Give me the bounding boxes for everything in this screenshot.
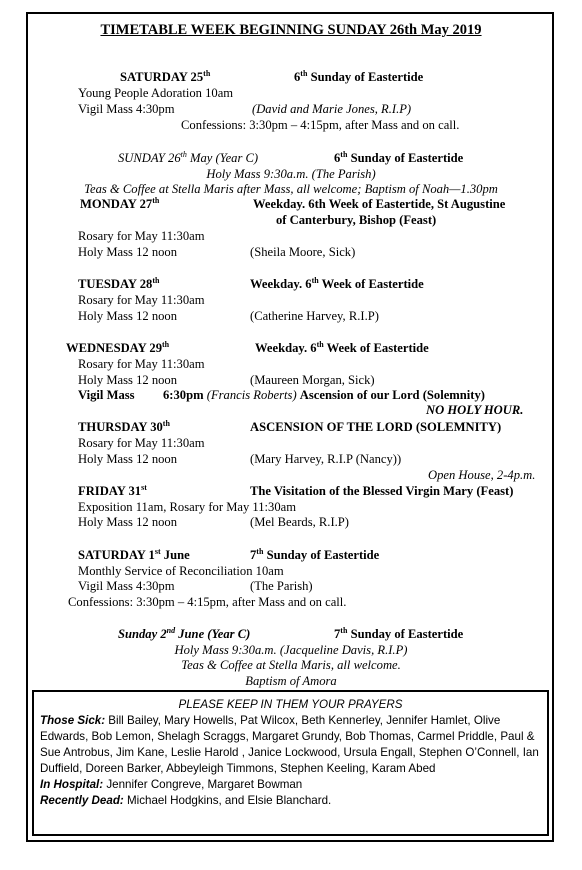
day-heading-mon27: MONDAY 27th [80,196,160,211]
prayers-hospital: In Hospital: Jennifer Congreve, Margaret Bowman [40,778,303,791]
intent-sat25: (David and Marie Jones, R.I.P) [252,102,412,116]
line-sun2-2: Teas & Coffee at Stella Maris, all welcome. [181,658,401,672]
feast-sat25: 6th Sunday of Eastertide [294,69,424,84]
intent-fri31: (Mel Beards, R.I.P) [250,515,349,529]
feast-tue28: Weekday. 6th Week of Eastertide [250,276,424,291]
feast-sun26: 6th Sunday of Eastertide [334,150,464,165]
line-tue28-2: Holy Mass 12 noon [78,309,178,323]
line-fri31-2: Holy Mass 12 noon [78,515,178,529]
vigil-wed29: Vigil Mass [78,388,135,402]
line-mon27-2: Holy Mass 12 noon [78,245,178,259]
line-sat1-2: Vigil Mass 4:30pm [78,579,175,593]
intent-mon27: (Sheila Moore, Sick) [250,245,356,259]
line-wed29-2: Holy Mass 12 noon [78,373,178,387]
line-sat25-1: Young People Adoration 10am [78,86,234,100]
prayers-sick: Those Sick: Bill Bailey, Mary Howells, Pat Wilcox, Beth Kennerley, Jennifer Hamlet, Olive Edwards, Bob Lemon, Shelagh Scraggs, Margaret Grundy, Bob Thomas, Carmel Priddle, Paul & Sue Antrobus, Jim Kane, Leslie Harold , Janice Lockwood, Ursula Engall, Stephen O’Connell, Ian Duffield, Doreen Barker, Abbeyleigh Timmons, Stephen Keeling, Karam Abed [40,714,539,775]
line-sat25-3: Confessions: 3:30pm – 4:15pm, after Mass and on call. [181,118,460,132]
day-heading-sat1: SATURDAY 1st June [78,547,190,562]
line-sat1-3: Confessions: 3:30pm – 4:15pm, after Mass and on call. [68,595,347,609]
line-sun26-1: Holy Mass 9:30a.m. (The Parish) [206,167,376,181]
line-sat1-1: Monthly Service of Reconciliation 10am [78,564,284,578]
intent-sat1: (The Parish) [250,579,313,593]
line-sun26-2: Teas & Coffee at Stella Maris after Mass, all welcome; Baptism of Noah—1.30pm [84,182,498,196]
line-sun2-1: Holy Mass 9:30a.m. (Jacqueline Davis, R.I.P) [174,643,408,657]
line-thu30-2: Holy Mass 12 noon [78,452,178,466]
intent-thu30: (Mary Harvey, R.I.P (Nancy)) [250,452,402,466]
line-sun2-3: Baptism of Amora [245,674,337,688]
line-sat25-2: Vigil Mass 4:30pm [78,102,175,116]
feast-fri31: The Visitation of the Blessed Virgin Mary (Feast) [250,484,514,498]
day-heading-sat25: SATURDAY 25th [120,69,211,84]
prayers-heading: PLEASE KEEP IN THEM YOUR PRAYERS [178,698,403,711]
day-heading-tue28: TUESDAY 28th [78,276,160,291]
feast-sat1: 7th Sunday of Eastertide [250,547,380,562]
line-tue28-1: Rosary for May 11:30am [78,293,205,307]
day-heading-fri31: FRIDAY 31st [78,483,147,498]
note-wed29: NO HOLY HOUR. [426,403,524,417]
line-mon27-1: Rosary for May 11:30am [78,229,205,243]
line-fri31-1: Exposition 11am, Rosary for May 11:30am [78,500,297,514]
intent-tue28: (Catherine Harvey, R.I.P) [250,309,379,323]
feast-mon27-1: Weekday. 6th Week of Eastertide, St Augustine [253,197,506,211]
day-heading-sun26: SUNDAY 26th May (Year C) [118,150,259,165]
line-wed29-1: Rosary for May 11:30am [78,357,205,371]
day-heading-thu30: THURSDAY 30th [78,419,170,434]
day-heading-sun2: Sunday 2nd June (Year C) [118,626,251,641]
feast-wed29: Weekday. 6th Week of Eastertide [255,340,429,355]
vigil-line-wed29: 6:30pm (Francis Roberts) Ascension of our Lord (Solemnity) [163,388,485,402]
intent-wed29: (Maureen Morgan, Sick) [250,373,375,387]
page-title: TIMETABLE WEEK BEGINNING SUNDAY 26th May 2019 [100,22,482,38]
feast-sun2: 7th Sunday of Eastertide [334,626,464,641]
feast-thu30: ASCENSION OF THE LORD (SOLEMNITY) [250,420,502,434]
day-heading-wed29: WEDNESDAY 29th [66,340,170,355]
prayers-dead: Recently Dead: Michael Hodgkins, and Elsie Blanchard. [40,794,332,807]
note-thu30: Open House, 2-4p.m. [428,468,536,482]
prayers-box [32,690,549,836]
line-thu30-1: Rosary for May 11:30am [78,436,205,450]
feast-mon27-2: of Canterbury, Bishop (Feast) [276,213,437,227]
